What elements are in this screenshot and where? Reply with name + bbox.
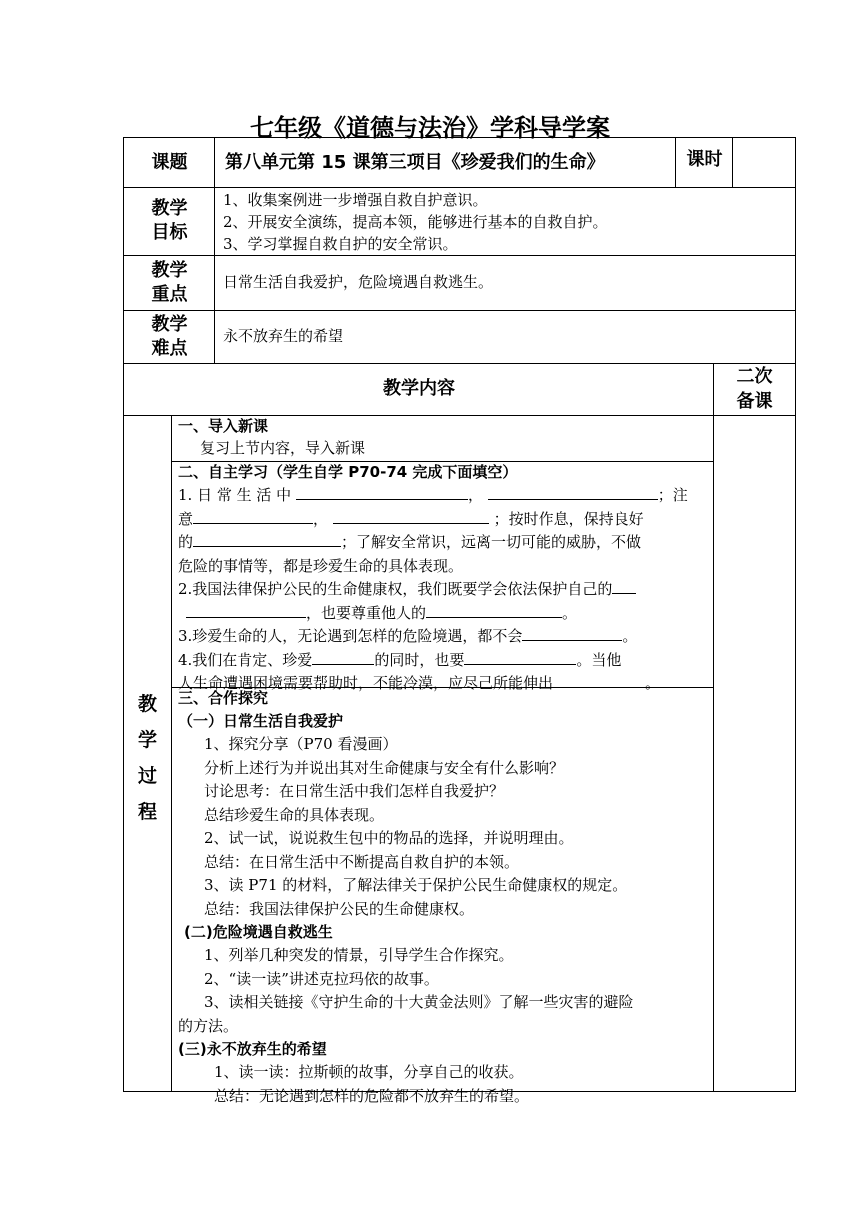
step-line: 1、列举几种突发的情景，引导学生合作探究。 xyxy=(204,946,514,964)
blank[interactable] xyxy=(553,672,645,688)
second-prep-cell xyxy=(713,415,796,1092)
subsection-heading: (二)危险境遇自救逃生 xyxy=(184,923,333,941)
page-title: 七年级《道德与法治》学科导学案 xyxy=(250,114,610,142)
section-intro-text: 复习上节内容，导入新课 xyxy=(200,439,366,457)
objective-item: 3、学习掌握自救自护的安全常识。 xyxy=(223,235,458,253)
section-cooperative xyxy=(172,687,713,1105)
step-line: 分析上述行为并说出其对生命健康与安全有什么影响？ xyxy=(204,758,565,777)
step-line: 讨论思考：在日常生活中我们怎样自我爱护？ xyxy=(204,782,505,800)
blank[interactable] xyxy=(193,531,341,547)
step-line: 1、探究分享（P70 看漫画） xyxy=(204,735,398,753)
step-line: 总结：无论遇到怎样的危险都不放弃生的希望。 xyxy=(214,1086,530,1105)
fill-line: ，也要尊重他人的 。 xyxy=(178,602,713,626)
objectives-list xyxy=(214,187,796,256)
objective-item: 2、开展安全演练，提高本领，能够进行基本的自救自护。 xyxy=(223,213,608,231)
fill-line: 意 ， ；按时作息，保持良好 xyxy=(178,509,644,528)
section-self-study xyxy=(172,461,713,692)
step-line: 3、读相关链接《守护生命的十大黄金法则》了解一些灾害的避险 xyxy=(204,993,634,1011)
content-header: 教学内容 xyxy=(123,363,714,416)
section-self-study-heading: 二、自主学习（学生自学 P70-74 完成下面填空） xyxy=(178,463,518,481)
section-cooperative-heading: 三、合作探究 xyxy=(178,689,269,707)
step-line: 的方法。 xyxy=(178,1016,239,1035)
step-line: 1、读一读：拉斯顿的故事，分享自己的收获。 xyxy=(214,1063,524,1081)
blank[interactable] xyxy=(296,484,468,500)
step-line: 3、读 P71 的材料，了解法律关于保护公民生命健康权的规定。 xyxy=(204,876,628,894)
subsection-heading: (三)永不放弃生的希望 xyxy=(178,1040,327,1058)
fill-line: 4.我们在肯定、珍爱 的同时，也要 。当他 xyxy=(178,650,622,669)
topic-label: 课题 xyxy=(123,137,215,188)
step-line: 总结：我国法律保护公民的生命健康权。 xyxy=(204,899,475,918)
blank[interactable] xyxy=(488,484,658,500)
objective-item: 1、收集案例进一步增强自救自护意识。 xyxy=(223,191,488,209)
step-line: 总结珍爱生命的具体表现。 xyxy=(204,805,385,824)
fill-line: 的 ；了解安全常识，远离一切可能的威胁，不做 xyxy=(178,533,642,551)
step-line: 总结：在日常生活中不断提高自救自护的本领。 xyxy=(204,852,520,871)
second-prep-header: 二次 备课 xyxy=(713,363,796,416)
blank[interactable] xyxy=(333,508,489,524)
blank[interactable] xyxy=(186,602,306,618)
key-points-label: 教学 重点 xyxy=(123,255,215,311)
subsection-heading: （一）日常生活自我爱护 xyxy=(178,712,344,730)
step-line: 2、试一试，说说救生包中的物品的选择，并说明理由。 xyxy=(204,829,574,847)
fill-line: 2.我国法律保护公民的生命健康权，我们既要学会依法保护自己的 xyxy=(178,578,713,602)
section-intro-heading: 一、导入新课 xyxy=(178,417,269,435)
step-line: 2、“读一读”讲述克拉玛依的故事。 xyxy=(204,969,439,988)
objectives-label: 教学 目标 xyxy=(123,187,215,256)
blank[interactable] xyxy=(464,649,576,665)
difficulties-label: 教学 难点 xyxy=(123,310,215,364)
blank[interactable] xyxy=(612,578,636,594)
blank[interactable] xyxy=(193,508,313,524)
topic-value: 第八单元第 15 课第三项目《珍爱我们的生命》 xyxy=(214,137,676,188)
section-intro xyxy=(172,415,713,461)
fill-line: 1. 日 常 生 活 中 ， ；注 xyxy=(178,486,688,504)
fill-line: 3.珍爱生命的人，无论遇到怎样的危险境遇，都不会 。 xyxy=(178,627,638,645)
hours-value xyxy=(732,137,796,188)
blank[interactable] xyxy=(522,625,622,641)
fill-line: 危险的事情等，都是珍爱生命的具体表现。 xyxy=(178,556,464,575)
key-points-text: 日常生活自我爱护，危险境遇自救逃生。 xyxy=(214,255,796,311)
hours-label: 课时 xyxy=(675,137,733,188)
blank[interactable] xyxy=(312,649,374,665)
blank[interactable] xyxy=(426,602,562,618)
difficulties-text: 永不放弃生的希望 xyxy=(214,310,796,364)
process-label: 教 学 过 程 xyxy=(137,693,157,823)
fill-line: 人生命遭遇困境需要帮助时，不能冷漠，应尽己所能伸出 。 xyxy=(178,674,661,692)
